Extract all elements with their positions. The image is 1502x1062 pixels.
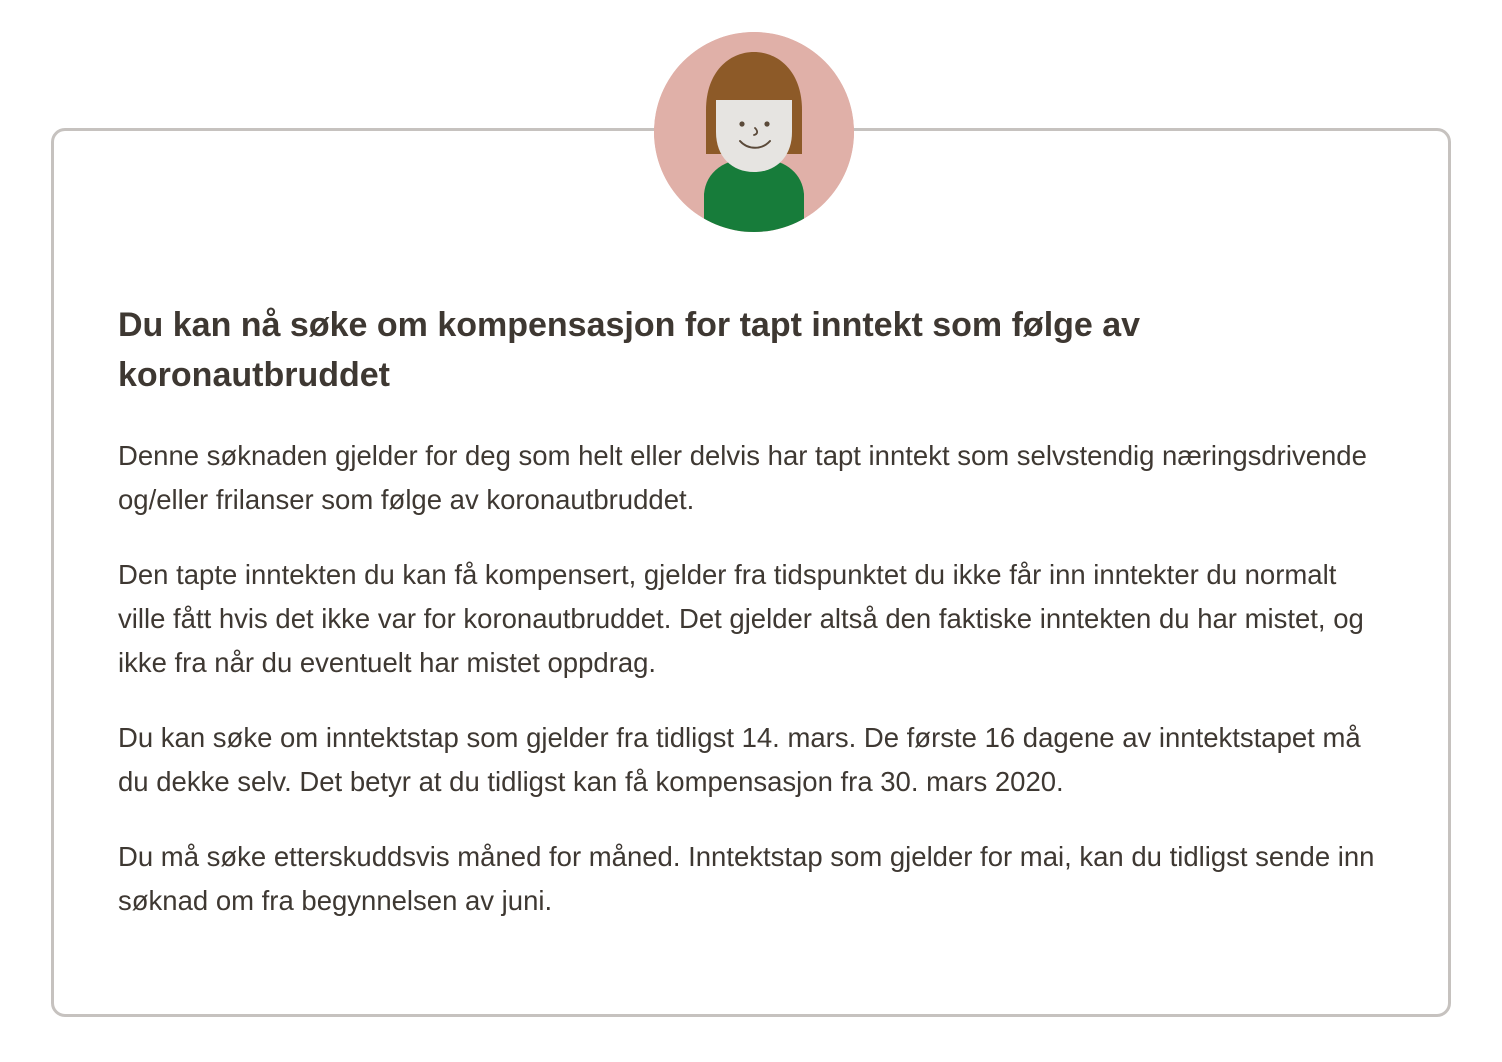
info-title: Du kan nå søke om kompensasjon for tapt inntekt som følge av koronautbruddet <box>118 306 1141 394</box>
veileder-avatar <box>654 32 854 232</box>
info-paragraph: Du kan søke om inntektstap som gjelder fra tidligst 14. mars. De første 16 dagene av inntektstapet må du dekke selv. Det betyr at du tidligst kan få kompensasjon fra 30. mars 2020. <box>118 722 1361 797</box>
info-paragraph: Den tapte inntekten du kan få kompensert, gjelder fra tidspunktet du ikke får inn inntekter du normalt ville fått hvis det ikke var for koronautbruddet. Det gjelder altså den faktiske inntekten du har mistet, og ikke fra når du eventuelt har mistet oppdrag. <box>118 559 1364 678</box>
info-paragraph: Du må søke etterskuddsvis måned for måned. Inntektstap som gjelder for mai, kan du tidligst sende inn søknad om fra begynnelsen av juni. <box>118 841 1375 916</box>
info-paragraph: Denne søknaden gjelder for deg som helt eller delvis har tapt inntekt som selvstendig næringsdrivende og/eller frilanser som følge av koronautbruddet. <box>118 440 1367 515</box>
veileder-avatar-icon <box>654 32 854 232</box>
info-content <box>118 300 1388 954</box>
